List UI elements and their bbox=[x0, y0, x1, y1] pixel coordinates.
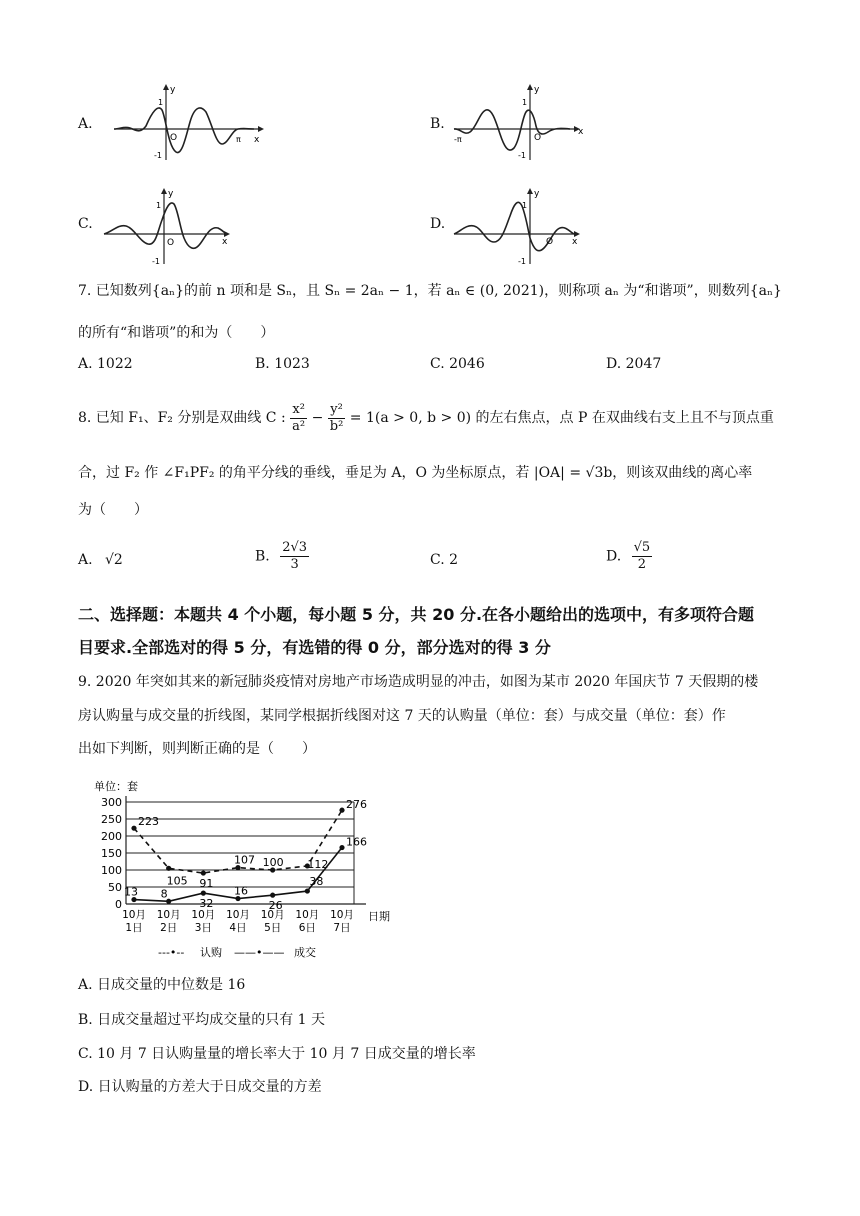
y-tick-label: 150 bbox=[101, 847, 122, 860]
chart-legend bbox=[158, 945, 316, 959]
q9-stem-line3: 出如下判断，则判断正确的是（ ） bbox=[78, 741, 316, 757]
graph-d-neg-one: -1 bbox=[518, 257, 526, 266]
data-point bbox=[201, 891, 206, 896]
q9-option-a: A. 日成交量的中位数是 16 bbox=[78, 977, 246, 993]
graph-d-x-label: x bbox=[572, 237, 578, 247]
data-point bbox=[305, 888, 310, 893]
q6-option-d-label: D. bbox=[430, 216, 446, 232]
graph-b-neg-one: -1 bbox=[518, 151, 526, 160]
data-point bbox=[201, 870, 206, 875]
legend-solid-symbol: ——•—— bbox=[234, 946, 285, 959]
data-label: 91 bbox=[199, 877, 214, 891]
x-tick-label: 10月 bbox=[122, 909, 146, 921]
chart-title: 单位：套 bbox=[94, 780, 138, 793]
x-tick-label: 10月 bbox=[260, 909, 285, 921]
x-tick-label: 5日 bbox=[264, 922, 282, 934]
q7-option-b: B. 1023 bbox=[255, 356, 310, 372]
q6-graph-b bbox=[450, 82, 590, 164]
q6-option-c-label: C. bbox=[78, 216, 93, 232]
data-label: 166 bbox=[346, 835, 367, 849]
q8-option-a bbox=[78, 552, 123, 568]
q8-stem-line2: 合，过 F₂ 作 ∠F₁PF₂ 的角平分线的垂线，垂足为 A，O 为坐标原点，若 |OA| = √3b，则该双曲线的离心率 bbox=[78, 465, 753, 481]
graph-b-origin: O bbox=[534, 133, 542, 143]
graph-a-pi: π bbox=[236, 135, 241, 144]
data-point bbox=[166, 866, 171, 871]
q7-option-a: A. 1022 bbox=[78, 356, 133, 372]
q6-graph-a bbox=[108, 82, 268, 164]
q8-option-b-den: 3 bbox=[290, 557, 299, 572]
q9-option-d: D. 日认购量的方差大于日成交量的方差 bbox=[78, 1079, 322, 1095]
q9-stem-line1: 9. 2020 年突如其来的新冠肺炎疫情对房地产市场造成明显的冲击，如图为某市 2020 年国庆节 7 天假期的楼 bbox=[78, 674, 759, 690]
q8-option-b-frac bbox=[280, 540, 309, 573]
x-tick-label: 7日 bbox=[333, 922, 351, 934]
data-point bbox=[339, 845, 344, 850]
y-tick-label: 50 bbox=[108, 881, 122, 894]
q8-option-b-label: B. bbox=[255, 548, 270, 565]
q8-option-d-label: D. bbox=[606, 548, 622, 565]
x-tick-label: 10月 bbox=[295, 909, 320, 921]
q8-line1-pre: 8. 已知 F₁、F₂ 分别是双曲线 C : bbox=[78, 410, 286, 426]
q8-option-d bbox=[606, 540, 652, 573]
data-label: 107 bbox=[234, 853, 255, 867]
x-tick-label: 10月 bbox=[330, 909, 354, 921]
q6-option-b-label: B. bbox=[430, 116, 445, 132]
graph-b-one: 1 bbox=[522, 98, 528, 107]
q8-frac-y-num: y² bbox=[328, 402, 346, 419]
q8-option-a-value: √2 bbox=[105, 552, 123, 568]
data-label: 26 bbox=[268, 899, 283, 913]
data-label: 38 bbox=[309, 875, 324, 889]
graph-a-one: 1 bbox=[158, 98, 164, 107]
graph-c-origin: O bbox=[167, 238, 175, 248]
q6-graph-c bbox=[100, 186, 240, 268]
q8-minus: − bbox=[311, 410, 324, 426]
q7-option-c: C. 2046 bbox=[430, 356, 485, 372]
x-tick-label: 1日 bbox=[125, 922, 143, 934]
q8-option-a-label: A. bbox=[78, 552, 93, 568]
q7-stem-line2: 的所有“和谐项”的和为（ ） bbox=[78, 325, 275, 341]
graph-c-x-label: x bbox=[222, 237, 228, 247]
data-label: 32 bbox=[199, 897, 214, 911]
graph-a-x-label: x bbox=[254, 135, 260, 145]
data-label: 223 bbox=[138, 815, 159, 829]
q8-frac-y bbox=[328, 402, 346, 435]
data-point bbox=[131, 826, 136, 831]
x-tick-label: 2日 bbox=[160, 922, 178, 934]
chart-y-ticks bbox=[101, 796, 122, 911]
legend-dashed-symbol: ---•-- bbox=[158, 946, 185, 959]
y-tick-label: 200 bbox=[101, 830, 122, 843]
graph-d-origin: O bbox=[546, 237, 554, 247]
x-tick-label: 4日 bbox=[229, 922, 247, 934]
chart-x-ticks bbox=[122, 909, 354, 934]
data-label: 100 bbox=[262, 856, 284, 869]
q8-option-d-den: 2 bbox=[637, 557, 647, 572]
q9-option-b: B. 日成交量超过平均成交量的只有 1 天 bbox=[78, 1012, 325, 1028]
section2-heading-line1: 二、选择题：本题共 4 个小题，每小题 5 分，共 20 分.在各小题给出的选项中，有多项符合题 bbox=[78, 605, 755, 624]
graph-a-neg-one: -1 bbox=[154, 151, 162, 160]
legend-series-2: 成交 bbox=[294, 946, 316, 959]
legend-series-1: 认购 bbox=[200, 946, 222, 959]
q8-stem-line3: 为（ ） bbox=[78, 502, 148, 518]
data-label: 105 bbox=[166, 874, 188, 888]
q8-stem-line1 bbox=[78, 398, 820, 438]
chart-x-label: 日期 bbox=[368, 910, 390, 923]
q9-option-c: C. 10 月 7 日认购量量的增长率大于 10 月 7 日成交量的增长率 bbox=[78, 1046, 476, 1062]
graph-c-neg-one: -1 bbox=[152, 257, 160, 266]
graph-c-y-label: y bbox=[168, 189, 174, 199]
graph-c-one: 1 bbox=[156, 201, 162, 210]
x-tick-label: 10月 bbox=[226, 909, 250, 921]
q8-option-b-num: 2√3 bbox=[282, 540, 308, 555]
chart-series bbox=[124, 798, 367, 912]
q8-frac-y-den: b² bbox=[329, 418, 344, 434]
data-label: 13 bbox=[124, 885, 138, 899]
x-tick-label: 10月 bbox=[156, 909, 181, 921]
q6-graph-d bbox=[450, 186, 590, 268]
q9-stem-line2: 房认购量与成交量的折线图，某同学根据折线图对这 7 天的认购量（单位：套）与成交量（单位：套）作 bbox=[78, 708, 726, 724]
q8-frac-x bbox=[290, 402, 307, 435]
q8-line1-post: = 1(a > 0, b > 0) 的左右焦点，点 P 在双曲线右支上且不与顶点重 bbox=[349, 410, 774, 426]
section2-heading-line2: 目要求.全部选对的得 5 分，有选错的得 0 分，部分选对的得 3 分 bbox=[78, 638, 551, 657]
data-point bbox=[339, 808, 344, 813]
q6-option-a-label: A. bbox=[78, 116, 93, 132]
data-label: 8 bbox=[160, 887, 168, 901]
q8-option-d-num: √5 bbox=[633, 540, 651, 555]
q9-line-chart bbox=[84, 774, 404, 964]
data-label: 16 bbox=[234, 884, 248, 898]
data-label: 112 bbox=[307, 857, 329, 871]
y-tick-label: 250 bbox=[101, 813, 122, 826]
x-tick-label: 3日 bbox=[194, 922, 212, 934]
y-tick-label: 300 bbox=[101, 796, 122, 809]
y-tick-label: 0 bbox=[115, 898, 122, 911]
graph-b-neg-pi: -π bbox=[454, 135, 462, 144]
x-tick-label: 10月 bbox=[191, 909, 216, 921]
graph-a-origin: O bbox=[170, 133, 178, 143]
q7-stem-line1: 7. 已知数列{aₙ}的前 n 项和是 Sₙ，且 Sₙ = 2aₙ − 1，若 aₙ ∈ (0, 2021)，则称项 aₙ 为“和谐项”，则数列{aₙ} bbox=[78, 283, 782, 299]
q8-option-c: C. 2 bbox=[430, 552, 459, 568]
data-label: 276 bbox=[346, 798, 367, 812]
q8-frac-x-num: x² bbox=[290, 402, 307, 419]
graph-d-one: 1 bbox=[522, 201, 528, 210]
q7-option-d: D. 2047 bbox=[606, 356, 662, 372]
graph-b-x-label: x bbox=[578, 127, 584, 137]
data-point bbox=[270, 893, 275, 898]
q8-option-b bbox=[255, 540, 309, 573]
x-tick-label: 6日 bbox=[298, 922, 316, 934]
q8-option-d-frac bbox=[632, 540, 653, 573]
graph-b-y-label: y bbox=[534, 85, 540, 95]
graph-a-y-label: y bbox=[170, 85, 176, 95]
graph-d-y-label: y bbox=[534, 189, 540, 199]
q8-frac-x-den: a² bbox=[292, 418, 306, 434]
y-tick-label: 100 bbox=[101, 864, 122, 877]
